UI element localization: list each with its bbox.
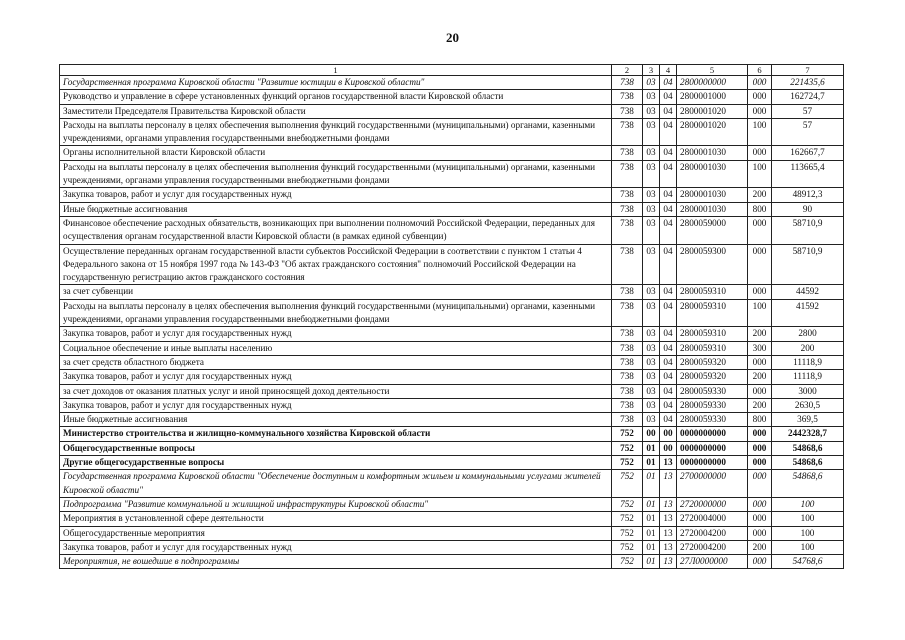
section-code-cell: 03 <box>643 355 660 369</box>
table-row <box>60 90 844 104</box>
row-label-cell: Мероприятия в установленной сфере деятельности <box>60 512 612 526</box>
row-label-cell: Руководство и управление в сфере установленных функций органов государственной власти Кировской области <box>60 90 612 104</box>
ministry-code-cell: 752 <box>612 441 643 455</box>
table-row <box>60 146 844 160</box>
target-article-cell: 2800001030 <box>677 202 748 216</box>
table-row <box>60 244 844 285</box>
expense-type-cell: 200 <box>748 540 772 554</box>
section-code-cell: 03 <box>643 188 660 202</box>
section-code-cell: 03 <box>643 370 660 384</box>
section-code-cell: 01 <box>643 512 660 526</box>
row-label-cell: за счет средств областного бюджета <box>60 355 612 369</box>
expense-type-cell: 000 <box>748 526 772 540</box>
ministry-code-cell: 738 <box>612 285 643 299</box>
target-article-cell: 2800059310 <box>677 285 748 299</box>
expense-type-cell: 800 <box>748 413 772 427</box>
subsection-code-cell: 04 <box>660 160 677 188</box>
expense-type-cell: 100 <box>748 160 772 188</box>
table-row <box>60 355 844 369</box>
section-code-cell: 03 <box>643 341 660 355</box>
row-label-cell: Расходы на выплаты персоналу в целях обеспечения выполнения функций государственными (муниципальными) органами, казенными учреждениями, органами управления государственными внебюджетными фондами <box>60 299 612 327</box>
subsection-code-cell: 04 <box>660 398 677 412</box>
target-article-cell: 2800059000 <box>677 216 748 244</box>
section-code-cell: 03 <box>643 202 660 216</box>
row-label-cell: Государственная программа Кировской области "Развитие юстиции в Кировской области" <box>60 76 612 90</box>
amount-cell: 113665,4 <box>772 160 844 188</box>
row-label-cell: Социальное обеспечение и иные выплаты населению <box>60 341 612 355</box>
section-code-cell: 01 <box>643 441 660 455</box>
subsection-code-cell: 13 <box>660 470 677 498</box>
ministry-code-cell: 752 <box>612 540 643 554</box>
row-label-cell: Мероприятия, не вошедшие в подпрограммы <box>60 555 612 569</box>
ministry-code-cell: 738 <box>612 90 643 104</box>
ministry-code-cell: 752 <box>612 497 643 511</box>
subsection-code-cell: 04 <box>660 188 677 202</box>
ministry-code-cell: 738 <box>612 76 643 90</box>
row-label-cell: Государственная программа Кировской области "Обеспечение доступным и комфортным жильем и коммунальными услугами жителей Кировской области" <box>60 470 612 498</box>
amount-cell: 2442328,7 <box>772 427 844 441</box>
amount-cell: 58710,9 <box>772 216 844 244</box>
ministry-code-cell: 752 <box>612 427 643 441</box>
section-code-cell: 01 <box>643 456 660 470</box>
section-code-cell: 03 <box>643 160 660 188</box>
amount-cell: 90 <box>772 202 844 216</box>
target-article-cell: 2800059310 <box>677 327 748 341</box>
row-label-cell: Министерство строительства и жилищно-коммунального хозяйства Кировской области <box>60 427 612 441</box>
ministry-code-cell: 738 <box>612 327 643 341</box>
table-row <box>60 202 844 216</box>
ministry-code-cell: 738 <box>612 244 643 285</box>
ministry-code-cell: 738 <box>612 384 643 398</box>
row-label-cell: Расходы на выплаты персоналу в целях обеспечения выполнения функций государственными (муниципальными) органами, казенными учреждениями, органами управления государственными внебюджетными фондами <box>60 118 612 146</box>
subsection-code-cell: 04 <box>660 341 677 355</box>
subsection-code-cell: 04 <box>660 384 677 398</box>
target-article-cell: 2720004200 <box>677 526 748 540</box>
section-code-cell: 03 <box>643 146 660 160</box>
target-article-cell: 2800059320 <box>677 370 748 384</box>
row-label-cell: Общегосударственные вопросы <box>60 441 612 455</box>
expense-type-cell: 000 <box>748 384 772 398</box>
amount-cell: 54868,6 <box>772 456 844 470</box>
ministry-code-cell: 752 <box>612 512 643 526</box>
subsection-code-cell: 13 <box>660 456 677 470</box>
target-article-cell: 2720000000 <box>677 497 748 511</box>
amount-cell: 54768,6 <box>772 555 844 569</box>
row-label-cell: Закупка товаров, работ и услуг для государственных нужд <box>60 188 612 202</box>
ministry-code-cell: 738 <box>612 118 643 146</box>
table-row <box>60 341 844 355</box>
target-article-cell: 2720004000 <box>677 512 748 526</box>
ministry-code-cell: 752 <box>612 526 643 540</box>
subsection-code-cell: 04 <box>660 90 677 104</box>
section-code-cell: 03 <box>643 216 660 244</box>
row-label-cell: за счет доходов от оказания платных услуг и иной приносящей доход деятельности <box>60 384 612 398</box>
header-cell: 2 <box>612 65 643 76</box>
table-row <box>60 441 844 455</box>
ministry-code-cell: 738 <box>612 413 643 427</box>
amount-cell: 11118,9 <box>772 355 844 369</box>
header-row <box>60 65 844 76</box>
ministry-code-cell: 738 <box>612 146 643 160</box>
header-cell: 6 <box>748 65 772 76</box>
ministry-code-cell: 752 <box>612 470 643 498</box>
amount-cell: 48912,3 <box>772 188 844 202</box>
table-row <box>60 327 844 341</box>
section-code-cell: 03 <box>643 398 660 412</box>
section-code-cell: 03 <box>643 76 660 90</box>
budget-table <box>59 64 844 569</box>
subsection-code-cell: 13 <box>660 526 677 540</box>
amount-cell: 54868,6 <box>772 470 844 498</box>
expense-type-cell: 200 <box>748 370 772 384</box>
row-label-cell: Иные бюджетные ассигнования <box>60 202 612 216</box>
target-article-cell: 2800059310 <box>677 341 748 355</box>
target-article-cell: 2700000000 <box>677 470 748 498</box>
amount-cell: 44592 <box>772 285 844 299</box>
subsection-code-cell: 04 <box>660 370 677 384</box>
subsection-code-cell: 04 <box>660 146 677 160</box>
expense-type-cell: 000 <box>748 76 772 90</box>
table-row <box>60 413 844 427</box>
expense-type-cell: 000 <box>748 244 772 285</box>
table-row <box>60 370 844 384</box>
section-code-cell: 01 <box>643 470 660 498</box>
ministry-code-cell: 738 <box>612 104 643 118</box>
amount-cell: 162724,7 <box>772 90 844 104</box>
ministry-code-cell: 752 <box>612 555 643 569</box>
amount-cell: 3000 <box>772 384 844 398</box>
table-row <box>60 398 844 412</box>
section-code-cell: 03 <box>643 413 660 427</box>
expense-type-cell: 000 <box>748 216 772 244</box>
expense-type-cell: 200 <box>748 327 772 341</box>
expense-type-cell: 000 <box>748 355 772 369</box>
row-label-cell: Заместители Председателя Правительства Кировской области <box>60 104 612 118</box>
amount-cell: 58710,9 <box>772 244 844 285</box>
subsection-code-cell: 04 <box>660 76 677 90</box>
row-label-cell: Расходы на выплаты персоналу в целях обеспечения выполнения функций государственными (муниципальными) органами, казенными учреждениями, органами управления государственными внебюджетными фондами <box>60 160 612 188</box>
expense-type-cell: 000 <box>748 441 772 455</box>
target-article-cell: 2800059330 <box>677 398 748 412</box>
expense-type-cell: 000 <box>748 285 772 299</box>
expense-type-cell: 000 <box>748 456 772 470</box>
amount-cell: 200 <box>772 341 844 355</box>
subsection-code-cell: 04 <box>660 216 677 244</box>
amount-cell: 100 <box>772 526 844 540</box>
table-row <box>60 497 844 511</box>
subsection-code-cell: 04 <box>660 202 677 216</box>
subsection-code-cell: 13 <box>660 540 677 554</box>
target-article-cell: 2800059330 <box>677 413 748 427</box>
ministry-code-cell: 738 <box>612 299 643 327</box>
ministry-code-cell: 752 <box>612 456 643 470</box>
table-row <box>60 118 844 146</box>
section-code-cell: 01 <box>643 497 660 511</box>
row-label-cell: Другие общегосударственные вопросы <box>60 456 612 470</box>
subsection-code-cell: 00 <box>660 441 677 455</box>
table-row <box>60 470 844 498</box>
row-label-cell: Общегосударственные мероприятия <box>60 526 612 540</box>
section-code-cell: 03 <box>643 118 660 146</box>
amount-cell: 41592 <box>772 299 844 327</box>
section-code-cell: 01 <box>643 526 660 540</box>
subsection-code-cell: 04 <box>660 285 677 299</box>
target-article-cell: 2800000000 <box>677 76 748 90</box>
expense-type-cell: 200 <box>748 188 772 202</box>
target-article-cell: 27Л0000000 <box>677 555 748 569</box>
table-row <box>60 285 844 299</box>
amount-cell: 369,5 <box>772 413 844 427</box>
subsection-code-cell: 04 <box>660 104 677 118</box>
row-label-cell: Финансовое обеспечение расходных обязательств, возникающих при выполнении полномочий Российской Федерации, переданных для осуществления органам государственной власти Кировской области (в рамках единой субвенции) <box>60 216 612 244</box>
target-article-cell: 2800059320 <box>677 355 748 369</box>
section-code-cell: 03 <box>643 384 660 398</box>
ministry-code-cell: 738 <box>612 398 643 412</box>
ministry-code-cell: 738 <box>612 370 643 384</box>
header-cell: 4 <box>660 65 677 76</box>
row-label-cell: за счет субвенции <box>60 285 612 299</box>
expense-type-cell: 000 <box>748 104 772 118</box>
row-label-cell: Закупка товаров, работ и услуг для государственных нужд <box>60 398 612 412</box>
target-article-cell: 2720004200 <box>677 540 748 554</box>
expense-type-cell: 000 <box>748 146 772 160</box>
table-row <box>60 456 844 470</box>
expense-type-cell: 300 <box>748 341 772 355</box>
section-code-cell: 03 <box>643 285 660 299</box>
amount-cell: 57 <box>772 118 844 146</box>
amount-cell: 2800 <box>772 327 844 341</box>
expense-type-cell: 000 <box>748 90 772 104</box>
target-article-cell: 2800001030 <box>677 160 748 188</box>
target-article-cell: 2800001000 <box>677 90 748 104</box>
row-label-cell: Иные бюджетные ассигнования <box>60 413 612 427</box>
target-article-cell: 0000000000 <box>677 441 748 455</box>
row-label-cell: Закупка товаров, работ и услуг для государственных нужд <box>60 370 612 384</box>
section-code-cell: 01 <box>643 555 660 569</box>
target-article-cell: 2800001020 <box>677 104 748 118</box>
expense-type-cell: 800 <box>748 202 772 216</box>
table-row <box>60 299 844 327</box>
header-cell: 5 <box>677 65 748 76</box>
section-code-cell: 03 <box>643 327 660 341</box>
target-article-cell: 2800001030 <box>677 188 748 202</box>
subsection-code-cell: 00 <box>660 427 677 441</box>
section-code-cell: 01 <box>643 540 660 554</box>
section-code-cell: 03 <box>643 299 660 327</box>
subsection-code-cell: 04 <box>660 413 677 427</box>
amount-cell: 100 <box>772 540 844 554</box>
expense-type-cell: 200 <box>748 398 772 412</box>
amount-cell: 54868,6 <box>772 441 844 455</box>
table-row <box>60 526 844 540</box>
target-article-cell: 0000000000 <box>677 456 748 470</box>
subsection-code-cell: 04 <box>660 244 677 285</box>
target-article-cell: 0000000000 <box>677 427 748 441</box>
header-cell: 1 <box>60 65 612 76</box>
header-cell: 7 <box>772 65 844 76</box>
amount-cell: 221435,6 <box>772 76 844 90</box>
target-article-cell: 2800001020 <box>677 118 748 146</box>
header-cell: 3 <box>643 65 660 76</box>
ministry-code-cell: 738 <box>612 188 643 202</box>
table-row <box>60 540 844 554</box>
amount-cell: 57 <box>772 104 844 118</box>
table-row <box>60 555 844 569</box>
ministry-code-cell: 738 <box>612 216 643 244</box>
ministry-code-cell: 738 <box>612 160 643 188</box>
ministry-code-cell: 738 <box>612 341 643 355</box>
section-code-cell: 03 <box>643 244 660 285</box>
expense-type-cell: 100 <box>748 118 772 146</box>
subsection-code-cell: 13 <box>660 497 677 511</box>
section-code-cell: 03 <box>643 104 660 118</box>
table-row <box>60 427 844 441</box>
ministry-code-cell: 738 <box>612 355 643 369</box>
expense-type-cell: 100 <box>748 299 772 327</box>
row-label-cell: Закупка товаров, работ и услуг для государственных нужд <box>60 540 612 554</box>
row-label-cell: Подпрограмма "Развитие коммунальной и жилищной инфраструктуры Кировской области" <box>60 497 612 511</box>
target-article-cell: 2800001030 <box>677 146 748 160</box>
section-code-cell: 03 <box>643 90 660 104</box>
amount-cell: 11118,9 <box>772 370 844 384</box>
target-article-cell: 2800059330 <box>677 384 748 398</box>
expense-type-cell: 000 <box>748 555 772 569</box>
subsection-code-cell: 04 <box>660 118 677 146</box>
row-label-cell: Органы исполнительной власти Кировской области <box>60 146 612 160</box>
expense-type-cell: 000 <box>748 497 772 511</box>
table-row <box>60 216 844 244</box>
table-row <box>60 76 844 90</box>
page-number: 20 <box>446 30 459 45</box>
amount-cell: 100 <box>772 512 844 526</box>
subsection-code-cell: 13 <box>660 512 677 526</box>
target-article-cell: 2800059300 <box>677 244 748 285</box>
table-row <box>60 188 844 202</box>
target-article-cell: 2800059310 <box>677 299 748 327</box>
amount-cell: 2630,5 <box>772 398 844 412</box>
amount-cell: 162667,7 <box>772 146 844 160</box>
expense-type-cell: 000 <box>748 427 772 441</box>
row-label-cell: Осуществление переданных органам государственной власти субъектов Российской Федерации в соответствии с пунктом 1 статьи 4 Федерального закона от 15 ноября 1997 года № 143-ФЗ "Об актах гражданского состояния" полномочий Российской Федерации на государственную регистрацию актов гражданского состояния <box>60 244 612 285</box>
subsection-code-cell: 04 <box>660 355 677 369</box>
table-row <box>60 160 844 188</box>
expense-type-cell: 000 <box>748 470 772 498</box>
subsection-code-cell: 13 <box>660 555 677 569</box>
subsection-code-cell: 04 <box>660 299 677 327</box>
amount-cell: 100 <box>772 497 844 511</box>
row-label-cell: Закупка товаров, работ и услуг для государственных нужд <box>60 327 612 341</box>
table-row <box>60 384 844 398</box>
section-code-cell: 00 <box>643 427 660 441</box>
table-row <box>60 512 844 526</box>
ministry-code-cell: 738 <box>612 202 643 216</box>
table-row <box>60 104 844 118</box>
subsection-code-cell: 04 <box>660 327 677 341</box>
expense-type-cell: 000 <box>748 512 772 526</box>
